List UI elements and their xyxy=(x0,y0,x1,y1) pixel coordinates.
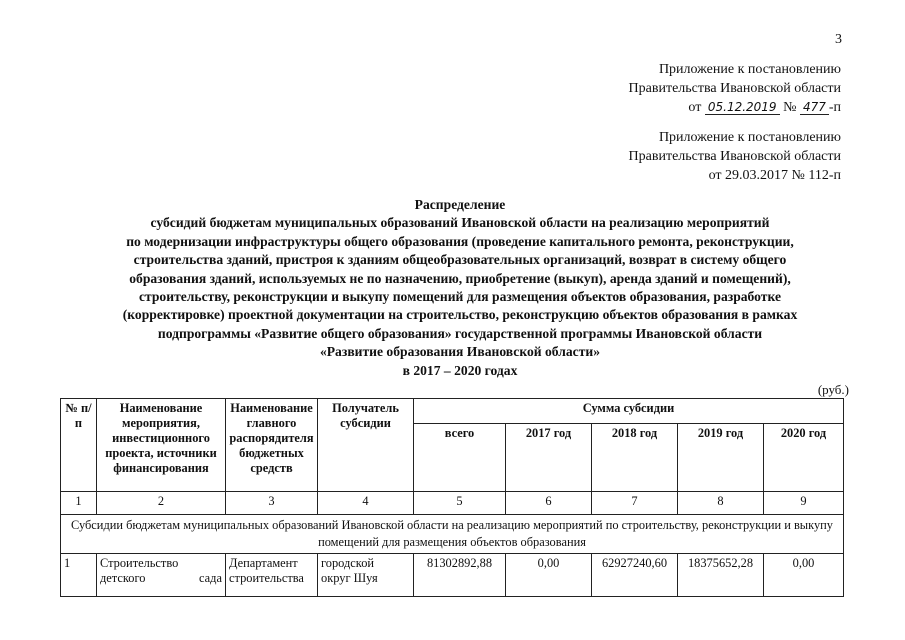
header-2018: 2018 год xyxy=(592,424,678,492)
column-number: 7 xyxy=(592,492,678,515)
title-line: строительству, реконструкции и выкупу помещений для размещения объектов образования, разработке xyxy=(139,289,781,305)
subsidy-table xyxy=(60,398,844,597)
row-event-word: детского xyxy=(100,571,146,585)
row-2019: 18375652,28 xyxy=(678,554,764,597)
title-line: строительства зданий, пристроя к зданиям общеобразовательных организаций, возврат в систему общего xyxy=(133,252,787,268)
header-sum-group: Сумма субсидии xyxy=(414,399,844,424)
title-line: субсидий бюджетам муниципальных образований Ивановской области на реализацию мероприятий xyxy=(150,215,770,231)
title-line: по модернизации инфраструктуры общего образования (проведение капитального ремонта, реконструкции, xyxy=(126,233,794,249)
column-number: 1 xyxy=(61,492,97,515)
header-2019: 2019 год xyxy=(678,424,764,492)
row-2020: 0,00 xyxy=(764,554,844,597)
column-number-row xyxy=(61,492,844,515)
row-recipient-line2: округ Шуя xyxy=(321,571,378,585)
title-line: в 2017 – 2020 годах xyxy=(402,362,518,378)
header-row xyxy=(61,399,844,424)
header-distributor: Наименование главного распорядителя бюджетных средств xyxy=(226,399,318,492)
appendix-current-line1: Приложение к постановлению xyxy=(658,62,841,77)
row-2017: 0,00 xyxy=(506,554,592,597)
appendix-current xyxy=(629,60,841,117)
appendix-previous-line1: Приложение к постановлению xyxy=(658,130,841,145)
row-distributor xyxy=(226,554,318,597)
number-prefix: № xyxy=(783,100,797,115)
title-line: подпрограммы «Развитие общего образования» государственной программы Ивановской области xyxy=(157,325,763,341)
appendix-previous-line3: от 29.03.2017 № 112-п xyxy=(708,168,841,183)
document-title xyxy=(70,196,850,380)
date-prefix: от xyxy=(688,100,702,115)
header-event: Наименование мероприятия, инвестиционного проекта, источники финансирования xyxy=(97,399,226,492)
section-row xyxy=(61,515,844,554)
row-recipient-line1: городской xyxy=(321,556,375,570)
section-title: Субсидии бюджетам муниципальных образований Ивановской области на реализацию мероприятий по строительству, реконструкции и выкупу помещений для размещения объектов образования xyxy=(61,515,844,554)
column-number: 8 xyxy=(678,492,764,515)
header-2020: 2020 год xyxy=(764,424,844,492)
column-number: 2 xyxy=(97,492,226,515)
column-number: 4 xyxy=(318,492,414,515)
header-total: всего xyxy=(414,424,506,492)
title-line: «Развитие образования Ивановской области» xyxy=(319,344,601,360)
row-recipient xyxy=(318,554,414,597)
column-number: 9 xyxy=(764,492,844,515)
column-number: 5 xyxy=(414,492,506,515)
title-line: образования зданий, используемых не по назначению, приобретение (выкуп), аренда зданий и помещений), xyxy=(129,270,791,286)
title-line: (корректировке) проектной документации на строительство, реконструкцию объектов образования в рамках xyxy=(122,307,798,323)
appendix-current-line3 xyxy=(629,98,841,117)
appendix-previous-line2: Правительства Ивановской области xyxy=(628,149,841,164)
unit-label: (руб.) xyxy=(817,382,849,397)
title-line: Распределение xyxy=(414,197,506,212)
row-distributor-line2: строительства xyxy=(229,571,304,585)
number-suffix: -п xyxy=(828,100,841,115)
column-number: 3 xyxy=(226,492,318,515)
header-recipient: Получатель субсидии xyxy=(318,399,414,492)
handwritten-date: 05.12.2019 xyxy=(705,101,780,115)
row-event-word: сада xyxy=(199,571,222,585)
row-2018: 62927240,60 xyxy=(592,554,678,597)
row-event xyxy=(97,554,226,597)
row-num: 1 xyxy=(61,554,97,597)
row-event-line2 xyxy=(100,571,222,586)
header-num: № п/п xyxy=(61,399,97,492)
page-number: 3 xyxy=(835,32,842,47)
column-number: 6 xyxy=(506,492,592,515)
row-event-line1: Строительство xyxy=(100,556,179,570)
appendix-current-line2: Правительства Ивановской области xyxy=(628,81,841,96)
appendix-previous xyxy=(629,128,841,185)
row-total: 81302892,88 xyxy=(414,554,506,597)
table-row xyxy=(61,554,844,597)
header-2017: 2017 год xyxy=(506,424,592,492)
row-distributor-line1: Департамент xyxy=(229,556,298,570)
handwritten-number: 477 xyxy=(800,101,829,115)
